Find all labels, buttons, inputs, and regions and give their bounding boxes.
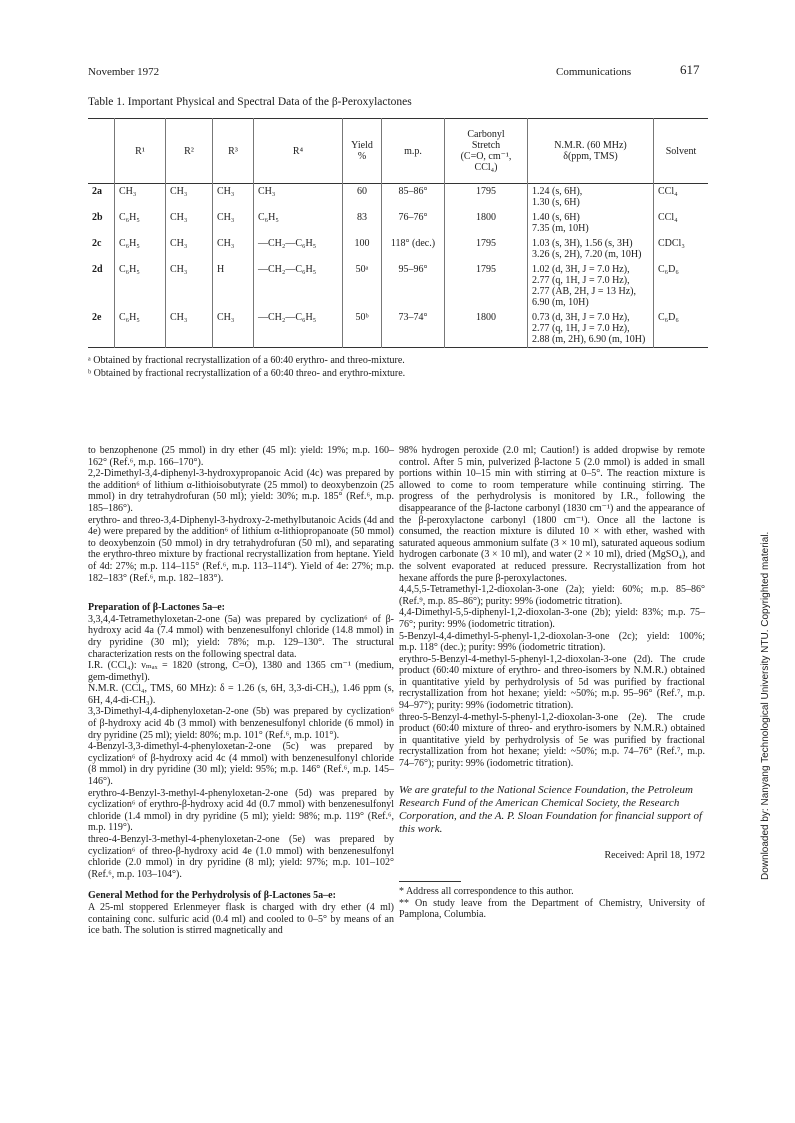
- table-cell-id: 2a: [92, 186, 102, 197]
- table-cell-r3: CH₃: [213, 210, 254, 236]
- header-r3: R³: [213, 119, 254, 184]
- table-cell-r1: C₆H₅: [115, 310, 166, 348]
- table-row: [88, 310, 708, 348]
- section-heading: General Method for the Perhydrolysis of β-Lactones 5a–e:: [88, 890, 336, 902]
- table-cell-id: 2e: [92, 312, 102, 323]
- table-cell-nmr: 0.73 (d, 3H, J = 7.0 Hz), 2.77 (q, 1H, J = 7.0 Hz), 2.88 (m, 2H), 6.90 (m, 10H): [528, 310, 654, 348]
- header-mp: m.p.: [382, 119, 445, 184]
- paragraph: threo-5-Benzyl-4-methyl-5-phenyl-1,2-dioxolan-3-one (2e). The crude product (60:40 mixture of threo- and erythro-isomers by N.M.R.) obtained in quantitative yield by perhydrolysis of 5e was purified by fractional recrystallization from hot hexane; yield: ~50%; m.p. 74–76° (Ref.⁷, m.p. 74–76°); purity: 99% (iodometric titration).: [399, 711, 705, 770]
- paragraph: I.R. (CCl₄): νₘₐₓ = 1820 (strong, C=O), 1380 and 1365 cm⁻¹ (medium, gem-dimethyl).: [88, 660, 394, 683]
- right-column: [399, 445, 705, 921]
- table-cell-co: 1795: [445, 262, 528, 310]
- header-yield: Yield %: [343, 119, 382, 184]
- table-header-row: [88, 119, 708, 184]
- paragraph: 4-Benzyl-3,3-dimethyl-4-phenyloxetan-2-one (5c) was prepared by cyclization⁶ of β-hydroxy acid 4c (4 mmol) with benzenesulfonyl chloride (8 mmol) in dry pyridine (30 ml); yield: 95%; m.p. 146° (Ref.⁶, m.p. 145–146°).: [88, 741, 394, 788]
- download-watermark: [760, 360, 774, 880]
- paragraph: 3,3-Dimethyl-4,4-diphenyloxetan-2-one (5b) was prepared by cyclization⁶ of β-hydroxy acid 4b (3 mmol) with benzenesulfonyl chloride (6 mmol) in dry pyridine (25 ml); yield: 80%; m.p. 101° (Ref.⁶, m.p. 101°).: [88, 706, 394, 741]
- table-cell-solvent: CCl₄: [654, 184, 709, 211]
- paragraph: to benzophenone (25 mmol) in dry ether (45 ml): yield: 19%; m.p. 160–162° (Ref.⁶, m.p. 166–170°).: [88, 445, 394, 468]
- table-cell-r2: CH₃: [166, 262, 213, 310]
- footnote-a: ᵃ Obtained by fractional recrystallization of a 60:40 erythro- and threo-mixture.: [88, 355, 405, 366]
- table-cell-nmr: 1.03 (s, 3H), 1.56 (s, 3H) 3.26 (s, 2H), 7.20 (m, 10H): [528, 236, 654, 262]
- paragraph: 98% hydrogen peroxide (2.0 ml; Caution!) is added dropwise by remote control. After 5 min, pulverized β-lactone 5 (2.0 mmol) is added in small portions within 10–15 min with stirring at 0–5°. The reaction mixture is allowed to come to room temperature while continuing stirring. The progress of the perhydrolysis is monitored by I.R., following the disappearance of the β-lactone carbonyl (1830 cm⁻¹) and the appearance of the β-peroxylactone carbonyl (1800 cm⁻¹). Once all the lactone is consumed, the reaction mixture is diluted 10 × with ether, washed with saturated aqueous ammonium sulfate (3 × 10 ml), saturated aqueous sodium hydrogen carbonate (3 × 10 ml), and water (2 × 10 ml), dried (MgSO₄), and the solvent evaporated at reduced pressure. Recrystallization from hot hexane affords the pure β-peroxylactones.: [399, 445, 705, 584]
- paragraph: 4,4-Dimethyl-5,5-diphenyl-1,2-dioxolan-3-one (2b); yield: 83%; m.p. 75–76°; purity: 99% (iodometric titration).: [399, 607, 705, 630]
- table-cell-yield: 60: [343, 184, 382, 211]
- paragraph: N.M.R. (CCl₄, TMS, 60 MHz): δ = 1.26 (s, 6H, 3,3-di-CH₃), 1.46 ppm (s, 6H, 4,4-di-CH₃).: [88, 683, 394, 706]
- table-cell-r1: C₆H₅: [115, 236, 166, 262]
- data-table: [88, 118, 708, 348]
- table-cell-id: 2c: [92, 238, 102, 249]
- paragraph: erythro-4-Benzyl-3-methyl-4-phenyloxetan-2-one (5d) was prepared by cyclization⁶ of erythro-β-hydroxy acid 4d (0.7 mmol) with benzenesulfonyl chloride (1.4 mmol) in dry pyridine (5 ml); yield: 98%; m.p. 119° (Ref.⁶, m.p. 119°).: [88, 787, 394, 834]
- table-cell-yield: 50ᵃ: [343, 262, 382, 310]
- table-cell-yield: 50ᵇ: [343, 310, 382, 348]
- table-cell-co: 1795: [445, 236, 528, 262]
- table-cell-co: 1800: [445, 310, 528, 348]
- author-note: ** On study leave from the Department of Chemistry, University of Pamplona, Columbia.: [399, 897, 705, 921]
- table-cell-co: 1800: [445, 210, 528, 236]
- table-cell-mp: 85–86°: [382, 184, 445, 211]
- table-cell-r1: CH₃: [115, 184, 166, 211]
- table-cell-nmr: 1.02 (d, 3H, J = 7.0 Hz), 2.77 (q, 1H, J = 7.0 Hz), 2.77 (AB, 2H, J = 13 Hz), 6.90 (m, 10H): [528, 262, 654, 310]
- section-heading: Preparation of β-Lactones 5a–e:: [88, 602, 226, 614]
- table-footnotes: [88, 354, 405, 380]
- paragraph: threo-4-Benzyl-3-methyl-4-phenyloxetan-2-one (5e) was prepared by cyclization⁶ of threo-β-hydroxy acid 4e (1.0 mmol) with benzenesulfonyl chloride (2.0 mmol) in dry pyridine (8 ml); yield: 97%; m.p. 101–102° (Ref.⁶, m.p. 103–104°).: [88, 834, 394, 880]
- table-cell-yield: 100: [343, 236, 382, 262]
- table-cell-r4: C₆H₅: [254, 210, 343, 236]
- paragraph: erythro- and threo-3,4-Diphenyl-3-hydroxy-2-methylbutanoic Acids (4d and 4e) were prepared by the addition⁶ of lithium α-lithiopropanoate (50 mmol) to deoxybenzoin (50 mmol) in dry tetrahydrofuran (50 ml), and separating the erythro-threo mixture by fractional recrystallization from heptane. Yield of 4d: 27%; m.p. 114–115° (Ref.⁶, m.p. 113–114°). Yield of 4e: 27%; m.p. 182–183° (Ref.⁶, m.p. 182–183°).: [88, 514, 394, 584]
- table-cell-mp: 95–96°: [382, 262, 445, 310]
- running-header-date: November 1972: [88, 66, 160, 78]
- table-cell-nmr: 1.24 (s, 6H), 1.30 (s, 6H): [528, 184, 654, 211]
- table-row: [88, 210, 708, 236]
- table-cell-mp: 118° (dec.): [382, 236, 445, 262]
- paragraph: 2,2-Dimethyl-3,4-diphenyl-3-hydroxypropanoic Acid (4c) was prepared by the addition⁶ of lithium α-lithioisobutyrate (25 mmol) to deoxybenzoin (25 mmol) in dry tetrahydrofuran (50 ml); yield: 30%; m.p. 185° (Ref.⁶, m.p. 185–186°).: [88, 468, 394, 514]
- acknowledgement: We are grateful to the National Science Foundation, the Petroleum Research Fund of the American Chemical Society, the Research Corporation, and the A. P. Sloan Foundation for financial support of this work.: [399, 783, 703, 835]
- table-cell-r2: CH₃: [166, 210, 213, 236]
- paragraph: 3,3,4,4-Tetramethyloxetan-2-one (5a) was prepared by cyclization⁶ of β-hydroxy acid 4a (7.4 mmol) with benzenesulfonyl chloride (14.8 mmol) in dry pyridine (30 ml); yield: 78%; m.p. 129–130°. The structural characterization rests on the following spectral data.: [88, 613, 394, 660]
- table-cell-mp: 76–76°: [382, 210, 445, 236]
- table-cell-r3: CH₃: [213, 236, 254, 262]
- header-r1: R¹: [115, 119, 166, 184]
- table-cell-r2: CH₃: [166, 236, 213, 262]
- table-cell-solvent: C₆D₆: [654, 310, 709, 348]
- table-cell-r2: CH₃: [166, 310, 213, 348]
- table-cell-nmr: 1.40 (s, 6H) 7.35 (m, 10H): [528, 210, 654, 236]
- running-header-journal: Communications: [556, 66, 632, 78]
- paragraph: 4,4,5,5-Tetramethyl-1,2-dioxolan-3-one (2a); yield: 60%; m.p. 85–86° (Ref.⁹, m.p. 85–86°); purity: 99% (iodometric titration).: [399, 584, 705, 607]
- table-cell-r4: —CH₂—C₆H₅: [254, 236, 343, 262]
- table-cell-id: 2b: [92, 212, 103, 223]
- table-row: [88, 262, 708, 310]
- author-note: * Address all correspondence to this author.: [399, 886, 574, 898]
- table-cell-r4: —CH₂—C₆H₅: [254, 262, 343, 310]
- paragraph: erythro-5-Benzyl-4-methyl-5-phenyl-1,2-dioxolan-3-one (2d). The crude product (60:40 mixture of erythro- and threo-isomers by N.M.R.) obtained in quantitative yield by perhydrolysis of 5d was purified by fractional recrystallization from hot hexane; yield: ~50%; m.p. 95–96° (Ref.⁷, m.p. 94–97°); purity: 99% (iodometric titration).: [399, 653, 705, 712]
- table-cell-solvent: C₆D₆: [654, 262, 709, 310]
- table-cell-r4: —CH₂—C₆H₅: [254, 310, 343, 348]
- page-number: 617: [680, 62, 700, 77]
- table-cell-mp: 73–74°: [382, 310, 445, 348]
- paragraph: A 25-ml stoppered Erlenmeyer flask is charged with dry ether (4 ml) containing conc. sulfuric acid (0.4 ml) and cooled to 0–5° by means of an ice bath. The solution is stirred magnetically and: [88, 901, 394, 937]
- footnote-b: ᵇ Obtained by fractional recrystallization of a 60:40 threo- and erythro-mixture.: [88, 368, 406, 379]
- table-cell-solvent: CCl₄: [654, 210, 709, 236]
- header-nmr: N.M.R. (60 MHz) δ(ppm, TMS): [528, 119, 654, 184]
- header-r4: R⁴: [254, 119, 343, 184]
- table-cell-yield: 83: [343, 210, 382, 236]
- paragraph: 5-Benzyl-4,4-dimethyl-5-phenyl-1,2-dioxolan-3-one (2c); yield: 100%; m.p. 118° (dec.); purity: 99% (iodometric titration).: [399, 630, 705, 654]
- header-solvent: Solvent: [654, 119, 709, 184]
- header-carbonyl: Carbonyl Stretch (C=O, cm⁻¹, CCl₄): [445, 119, 528, 184]
- header-id: [88, 119, 115, 184]
- table-title: Table 1. Important Physical and Spectral Data of the β-Peroxylactones: [88, 96, 412, 108]
- received-date: Received: April 18, 1972: [604, 849, 705, 861]
- table-cell-r3: CH₃: [213, 184, 254, 211]
- footnote-rule: [399, 881, 461, 882]
- table-cell-r4: CH₃: [254, 184, 343, 211]
- table-cell-r1: C₆H₅: [115, 262, 166, 310]
- download-watermark-text: Downloaded by: Nanyang Technological University NTU. Copyrighted material.: [760, 531, 771, 880]
- table-row: [88, 236, 708, 262]
- header-r2: R²: [166, 119, 213, 184]
- table-cell-r2: CH₃: [166, 184, 213, 211]
- table-cell-r1: C₆H₅: [115, 210, 166, 236]
- table-cell-id: 2d: [92, 264, 103, 275]
- table-cell-solvent: CDCl₃: [654, 236, 709, 262]
- table-cell-co: 1795: [445, 184, 528, 211]
- table-cell-r3: CH₃: [213, 310, 254, 348]
- table-cell-r3: H: [213, 262, 254, 310]
- left-column: [88, 445, 394, 937]
- table-row: [88, 184, 708, 211]
